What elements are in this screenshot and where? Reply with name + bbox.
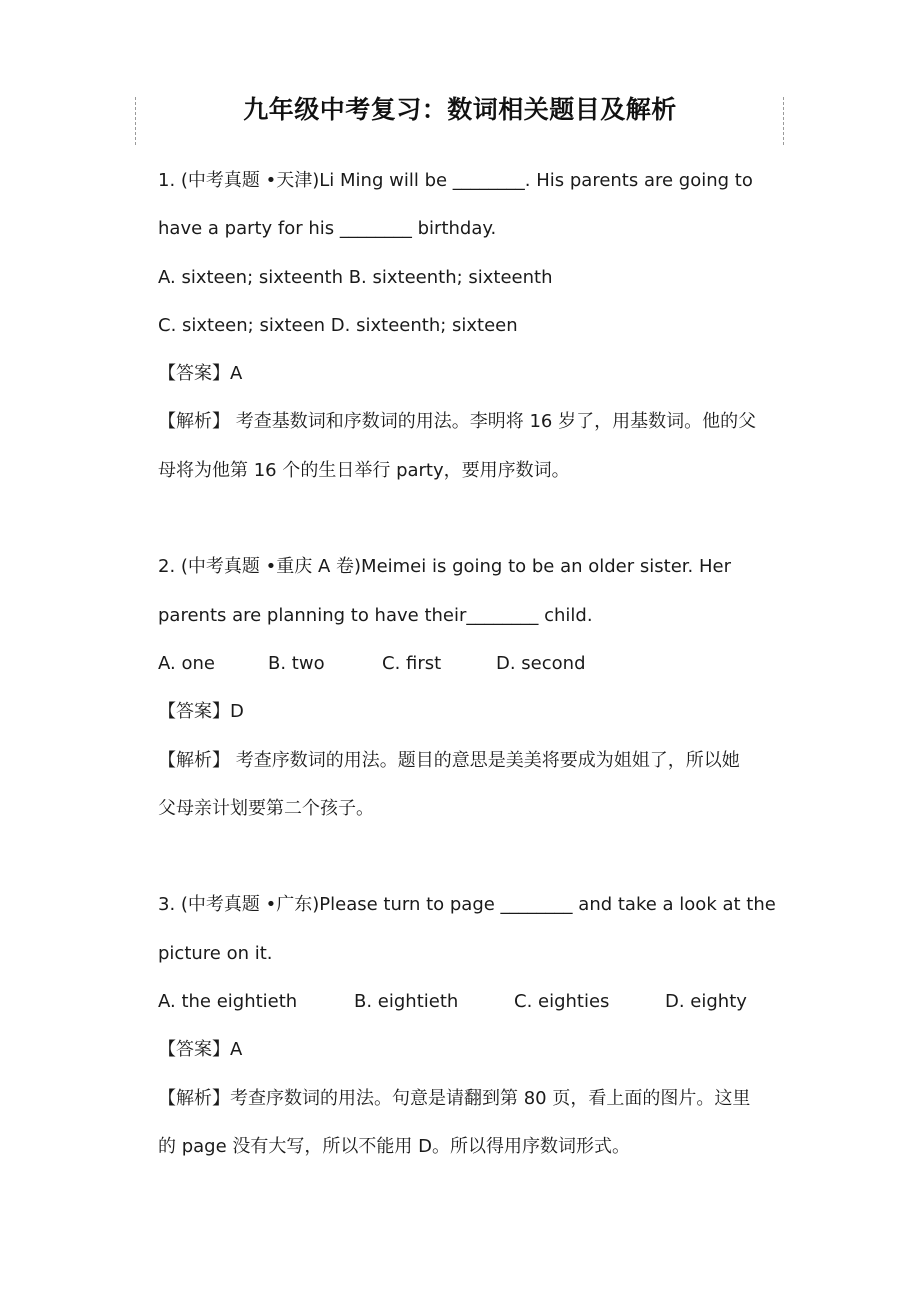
question-spacer <box>158 833 778 881</box>
answer-line: 【答案】A <box>158 363 243 385</box>
question-stem-line: 2. (中考真题 •重庆 A 卷)Meimei is going to be an older sister. Her <box>158 556 731 578</box>
analysis-line: 【解析】 考查序数词的用法。题目的意思是美美将要成为姐姐了，所以她 <box>158 749 740 771</box>
options-line <box>158 978 778 1026</box>
question-stem-line: 3. (中考真题 •广东)Please turn to page ________ and take a look at the <box>158 894 776 916</box>
option-c: C. eighties <box>514 991 610 1013</box>
question-spacer <box>158 495 778 543</box>
document-title: 九年级中考复习：数词相关题目及解析 <box>243 95 677 124</box>
question-stem-line: picture on it. <box>158 942 273 964</box>
question-1 <box>158 157 778 495</box>
option-d: D. eighty <box>665 991 747 1013</box>
options-line: C. sixteen; sixteen D. sixteenth; sixteen <box>158 314 518 336</box>
analysis-line: 【解析】 考查基数词和序数词的用法。李明将 16 岁了，用基数词。他的父 <box>158 411 757 433</box>
question-stem-line: have a party for his ________ birthday. <box>158 218 497 240</box>
analysis-line: 【解析】考查序数词的用法。句意是请翻到第 80 页，看上面的图片。这里 <box>158 1087 751 1109</box>
option-b: B. two <box>268 652 325 674</box>
analysis-line: 母将为他第 16 个的生日举行 party，要用序数词。 <box>158 459 570 481</box>
question-2 <box>158 543 778 833</box>
answer-line: 【答案】D <box>158 701 244 723</box>
question-3 <box>158 881 778 1171</box>
answer-line: 【答案】A <box>158 1039 243 1061</box>
option-c: C. first <box>382 652 442 674</box>
options-line <box>158 640 778 688</box>
option-b: B. eightieth <box>354 991 459 1013</box>
option-a: A. the eightieth <box>158 991 298 1013</box>
document-body <box>158 157 778 1171</box>
analysis-line: 的 page 没有大写，所以不能用 D。所以得用序数词形式。 <box>158 1135 630 1157</box>
question-stem-line: parents are planning to have their________ child. <box>158 604 593 626</box>
options-line: A. sixteen; sixteenth B. sixteenth; sixteenth <box>158 266 553 288</box>
question-stem-line: 1. (中考真题 •天津)Li Ming will be ________. His parents are going to <box>158 170 753 191</box>
option-d: D. second <box>496 652 586 674</box>
option-a: A. one <box>158 652 215 674</box>
analysis-line: 父母亲计划要第二个孩子。 <box>158 797 374 819</box>
